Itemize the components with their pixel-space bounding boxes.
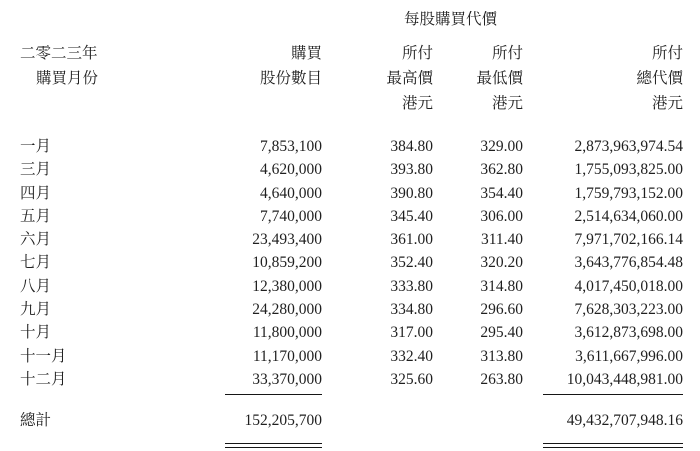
total-dblrule-cell <box>523 442 683 450</box>
low-price-cell: 263.80 <box>480 370 524 388</box>
total-consideration-cell: 1,759,793,152.00 <box>574 184 684 202</box>
shares-cell: 10,859,200 <box>252 254 322 272</box>
high-price-cell: 361.00 <box>390 231 433 249</box>
per-share-price-group-cell <box>322 0 523 41</box>
month-cell: 三月 <box>20 161 52 179</box>
shares-dblrule-cell <box>225 442 322 450</box>
month-cell: 九月 <box>20 301 52 319</box>
grand-total-rule-row <box>0 442 700 450</box>
table-row <box>0 182 700 205</box>
total-consideration-cell: 7,628,303,223.00 <box>574 301 684 319</box>
grand-total-row <box>0 399 700 442</box>
table-row <box>0 368 700 391</box>
row-spacer-cell <box>683 205 700 228</box>
empty-cell <box>433 442 523 450</box>
shares-cell: 11,800,000 <box>252 324 322 342</box>
empty-cell <box>683 442 700 450</box>
per-share-price-group-header: 每股購買代價 <box>404 11 498 28</box>
low-price-cell: 306.00 <box>480 207 524 225</box>
table-row <box>0 205 700 228</box>
table-row <box>0 345 700 368</box>
shares-cell: 4,620,000 <box>260 161 322 179</box>
month-cell: 十一月 <box>20 347 67 365</box>
table-row <box>0 275 700 298</box>
row-spacer-cell <box>683 345 700 368</box>
header-shares-line2: 股份數目 <box>259 70 322 87</box>
empty-cell <box>433 391 523 399</box>
empty-cell <box>0 442 225 450</box>
total-consideration-cell: 49,432,707,948.16 <box>566 412 684 430</box>
total-consideration-cell: 4,017,450,018.00 <box>574 277 684 295</box>
row-spacer-cell <box>683 228 700 251</box>
header-shares-line1: 購買 <box>290 45 322 62</box>
empty-cell <box>683 0 700 41</box>
row-spacer-cell <box>683 275 700 298</box>
row-spacer-cell <box>683 182 700 205</box>
header-low-line1: 所付 <box>492 45 524 62</box>
total-rule-cell <box>523 391 683 399</box>
low-price-cell: 311.40 <box>480 231 524 249</box>
month-cell: 八月 <box>20 277 52 295</box>
group-header-row <box>0 0 700 41</box>
total-subtotal-rule <box>543 394 683 395</box>
low-price-cell: 296.60 <box>480 301 524 319</box>
row-spacer-cell <box>683 251 700 274</box>
row-spacer-cell <box>683 321 700 344</box>
table-body <box>0 135 700 391</box>
row-spacer-cell <box>683 298 700 321</box>
shares-cell: 23,493,400 <box>252 231 322 249</box>
shares-cell: 7,740,000 <box>260 207 322 225</box>
shares-cell: 12,380,000 <box>252 277 322 295</box>
total-consideration-cell: 2,514,634,060.00 <box>574 207 684 225</box>
header-low-line2: 最低價 <box>476 70 524 87</box>
empty-cell <box>0 391 225 399</box>
low-price-cell: 320.20 <box>480 254 524 272</box>
table-row <box>0 158 700 181</box>
month-cell: 六月 <box>20 231 52 249</box>
shares-cell: 4,640,000 <box>260 184 322 202</box>
table-row <box>0 228 700 251</box>
header-high-line2: 最高價 <box>386 70 433 87</box>
shares-cell: 7,853,100 <box>260 138 322 155</box>
subtotal-rule-row <box>0 391 700 399</box>
month-cell: 十二月 <box>20 370 67 388</box>
row-spacer-cell <box>683 158 700 181</box>
header-year: 二零二三年 <box>20 45 98 62</box>
shares-cell: 33,370,000 <box>252 370 322 388</box>
total-consideration-cell: 1,755,093,825.00 <box>574 161 684 179</box>
table-row <box>0 135 700 158</box>
month-cell: 四月 <box>20 184 52 202</box>
total-grand-total-rule <box>543 443 683 447</box>
month-cell: 五月 <box>20 207 52 225</box>
empty-cell <box>322 442 433 450</box>
spacer-row <box>0 116 700 135</box>
month-cell: 一月 <box>20 138 52 155</box>
empty-cell <box>683 66 700 91</box>
empty-cell <box>322 399 433 442</box>
table-row <box>0 321 700 344</box>
high-price-cell: 345.40 <box>390 207 433 225</box>
total-consideration-cell: 3,611,667,996.00 <box>575 347 684 365</box>
low-price-cell: 362.80 <box>480 161 524 179</box>
total-consideration-cell: 10,043,448,981.00 <box>566 370 684 388</box>
header-row-3 <box>0 91 700 116</box>
shares-rule-cell <box>225 391 322 399</box>
total-shares-cell: 152,205,700 <box>244 412 322 430</box>
total-label-cell: 總計 <box>20 412 52 430</box>
empty-cell <box>0 91 225 116</box>
high-price-cell: 384.80 <box>390 138 433 155</box>
low-price-cell: 354.40 <box>480 184 524 202</box>
row-spacer-cell <box>683 368 700 391</box>
empty-cell <box>322 391 433 399</box>
shares-cell: 11,170,000 <box>252 347 322 365</box>
shares-grand-total-rule <box>225 443 322 447</box>
high-price-cell: 332.40 <box>390 347 433 365</box>
empty-cell <box>0 0 225 41</box>
header-month: 購買月份 <box>36 70 99 87</box>
low-price-cell: 329.00 <box>480 138 524 155</box>
header-currency-high: 港元 <box>401 95 433 112</box>
header-row-2 <box>0 66 700 91</box>
empty-cell <box>225 91 322 116</box>
table-row <box>0 298 700 321</box>
month-cell: 十月 <box>20 324 52 342</box>
empty-cell <box>683 91 700 116</box>
shares-cell: 24,280,000 <box>252 301 322 319</box>
header-row-1 <box>0 41 700 66</box>
high-price-cell: 325.60 <box>390 370 433 388</box>
empty-cell <box>433 399 523 442</box>
header-total-line2: 總代價 <box>636 70 684 87</box>
empty-cell <box>683 399 700 442</box>
low-price-cell: 314.80 <box>480 277 524 295</box>
total-consideration-cell: 3,612,873,698.00 <box>574 324 684 342</box>
empty-cell <box>683 391 700 399</box>
high-price-cell: 352.40 <box>390 254 433 272</box>
header-total-line1: 所付 <box>652 45 684 62</box>
high-price-cell: 393.80 <box>390 161 433 179</box>
row-spacer-cell <box>683 135 700 158</box>
header-currency-low: 港元 <box>492 95 524 112</box>
month-cell: 七月 <box>20 254 52 272</box>
header-currency-total: 港元 <box>652 95 684 112</box>
table-row <box>0 251 700 274</box>
high-price-cell: 390.80 <box>390 184 433 202</box>
low-price-cell: 313.80 <box>480 347 524 365</box>
empty-cell <box>225 0 322 41</box>
empty-cell <box>683 41 700 66</box>
high-price-cell: 334.80 <box>390 301 433 319</box>
total-consideration-cell: 3,643,776,854.48 <box>574 254 684 272</box>
header-high-line1: 所付 <box>401 45 433 62</box>
total-consideration-cell: 2,873,963,974.54 <box>574 138 684 155</box>
high-price-cell: 333.80 <box>390 277 433 295</box>
high-price-cell: 317.00 <box>390 324 433 342</box>
shares-subtotal-rule <box>225 394 322 395</box>
low-price-cell: 295.40 <box>480 324 524 342</box>
total-consideration-cell: 7,971,702,166.14 <box>574 231 684 249</box>
